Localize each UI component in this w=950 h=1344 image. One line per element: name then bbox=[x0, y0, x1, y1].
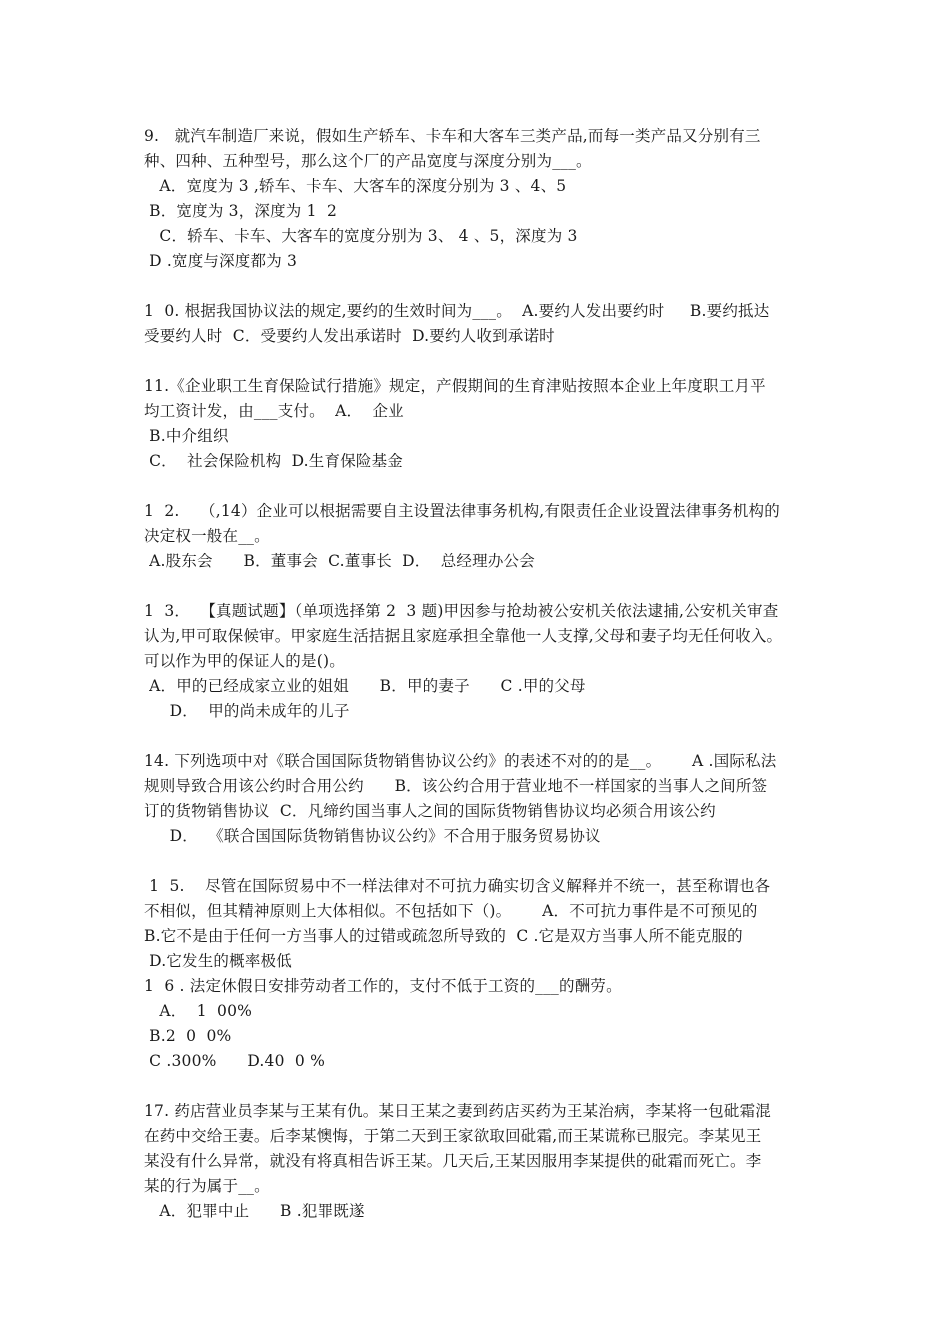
paragraph-gap bbox=[144, 1074, 820, 1099]
paragraph-gap bbox=[144, 349, 820, 374]
question-text-line: 不相似，但其精神原则上大体相似。不包括如下（)。 A．不可抗力事件是不可预见的 bbox=[144, 902, 768, 920]
question-text-line: 均工资计发，由___支付。 A． 企业 bbox=[144, 402, 404, 420]
question-text-line: 9. 就汽车制造厂来说，假如生产轿车、卡车和大客车三类产品,而每一类产品又分别有三 bbox=[144, 127, 761, 145]
paragraph-gap bbox=[144, 474, 820, 499]
question-text-line: B.它不是由于任何一方当事人的过错或疏忽所导致的 C .它是双方当事人所不能克服的 bbox=[144, 927, 743, 945]
question-text-line: D.它发生的概率极低 bbox=[144, 952, 303, 970]
question-text-line: D． 甲的尚未成年的儿子 bbox=[144, 702, 350, 720]
question-text-line: A.股东会 B．董事会 C.董事长 D． 总经理办公会 bbox=[144, 552, 535, 570]
question-text-line: 1 3． 【真题试题】（单项选择第 2 3 题)甲因参与抢劫被公安机关依法逮捕,公安机关审查 bbox=[144, 602, 779, 620]
question-text-line: A．犯罪中止 B .犯罪既遂 bbox=[144, 1202, 365, 1220]
question-text-line: D .宽度与深度都为 3 bbox=[144, 252, 298, 270]
question-block bbox=[144, 974, 820, 1074]
question-text-line: 可以作为甲的保证人的是()。 bbox=[144, 652, 345, 670]
question-text-line: 1 2. （,14）企业可以根据需要自主设置法律事务机构,有限责任企业设置法律事务机构的 bbox=[144, 502, 780, 520]
question-block bbox=[144, 749, 820, 849]
question-text-line: A．宽度为 3 ,轿车、卡车、大客车的深度分别为 3 、4、5 bbox=[144, 177, 567, 195]
question-block bbox=[144, 1099, 820, 1224]
question-text-line: 种、四种、五种型号，那么这个厂的产品宽度与深度分别为___。 bbox=[144, 152, 592, 170]
question-text-line: C． 社会保险机构 D.生育保险基金 bbox=[144, 452, 403, 470]
question-text-line: 在药中交给王妻。后李某懊悔，于第二天到王家欲取回砒霜,而王某谎称已服完。李某见王 bbox=[144, 1127, 762, 1145]
question-text-line: 规则导致合用该公约时合用公约 B．该公约合用于营业地不一样国家的当事人之间所签 bbox=[144, 777, 768, 795]
question-text-line: 14. 下列选项中对《联合国国际货物销售协议公约》的表述不对的的是__。 A .国际私法 bbox=[144, 752, 777, 770]
question-text-line: C .300% D.40 0 % bbox=[144, 1052, 326, 1070]
question-block bbox=[144, 499, 820, 574]
question-text-line: A．甲的已经成家立业的姐姐 B．甲的妻子 C .甲的父母 bbox=[144, 677, 586, 695]
document-page bbox=[144, 124, 820, 1224]
question-block bbox=[144, 599, 820, 724]
paragraph-gap bbox=[144, 274, 820, 299]
paragraph-gap bbox=[144, 849, 820, 874]
question-text-line: 订的货物销售协议 C．凡缔约国当事人之间的国际货物销售协议均必须合用该公约 bbox=[144, 802, 716, 820]
question-text-line: C．轿车、卡车、大客车的宽度分别为 3、 4 、5，深度为 3 bbox=[144, 227, 578, 245]
question-block bbox=[144, 299, 820, 349]
question-text-line: 17. 药店营业员李某与王某有仇。某日王某之妻到药店买药为王某治病，李某将一包砒霜混 bbox=[144, 1102, 771, 1120]
question-text-line: 1 0. 根据我国协议法的规定,要约的生效时间为___。 A.要约人发出要约时 B.要约抵达 bbox=[144, 302, 770, 320]
question-text-line: 认为,甲可取保候审。甲家庭生活拮据且家庭承担全靠他一人支撑,父母和妻子均无任何收入。 bbox=[144, 627, 783, 645]
question-text-line: B.中介组织 bbox=[144, 427, 229, 445]
question-block bbox=[144, 374, 820, 474]
paragraph-gap bbox=[144, 724, 820, 749]
paragraph-gap bbox=[144, 574, 820, 599]
question-text-line: B．宽度为 3，深度为 1 2 bbox=[144, 202, 338, 220]
question-text-line: 决定权一般在__。 bbox=[144, 527, 270, 545]
question-text-line: 1 6 . 法定休假日安排劳动者工作的，支付不低于工资的___的酬劳。 bbox=[144, 977, 622, 995]
question-text-line: 1 5. 尽管在国际贸易中不一样法律对不可抗力确实切含义解释并不统一，甚至称谓也各 bbox=[144, 877, 771, 895]
question-text-line: A． 1 00% bbox=[144, 1002, 253, 1020]
question-text-line: D． 《联合国国际货物销售协议公约》不合用于服务贸易协议 bbox=[144, 827, 601, 845]
question-text-line: 受要约人时 C．受要约人发出承诺时 D.要约人收到承诺时 bbox=[144, 327, 555, 345]
question-block bbox=[144, 874, 820, 974]
question-text-line: 某的行为属于__。 bbox=[144, 1177, 270, 1195]
question-text-line: 某没有什么异常，就没有将真相告诉王某。几天后,王某因服用李某提供的砒霜而死亡。李 bbox=[144, 1152, 762, 1170]
question-block bbox=[144, 124, 820, 274]
question-text-line: 11.《企业职工生育保险试行措施》规定，产假期间的生育津贴按照本企业上年度职工月平 bbox=[144, 377, 766, 395]
question-text-line: B.2 0 0% bbox=[144, 1027, 232, 1045]
